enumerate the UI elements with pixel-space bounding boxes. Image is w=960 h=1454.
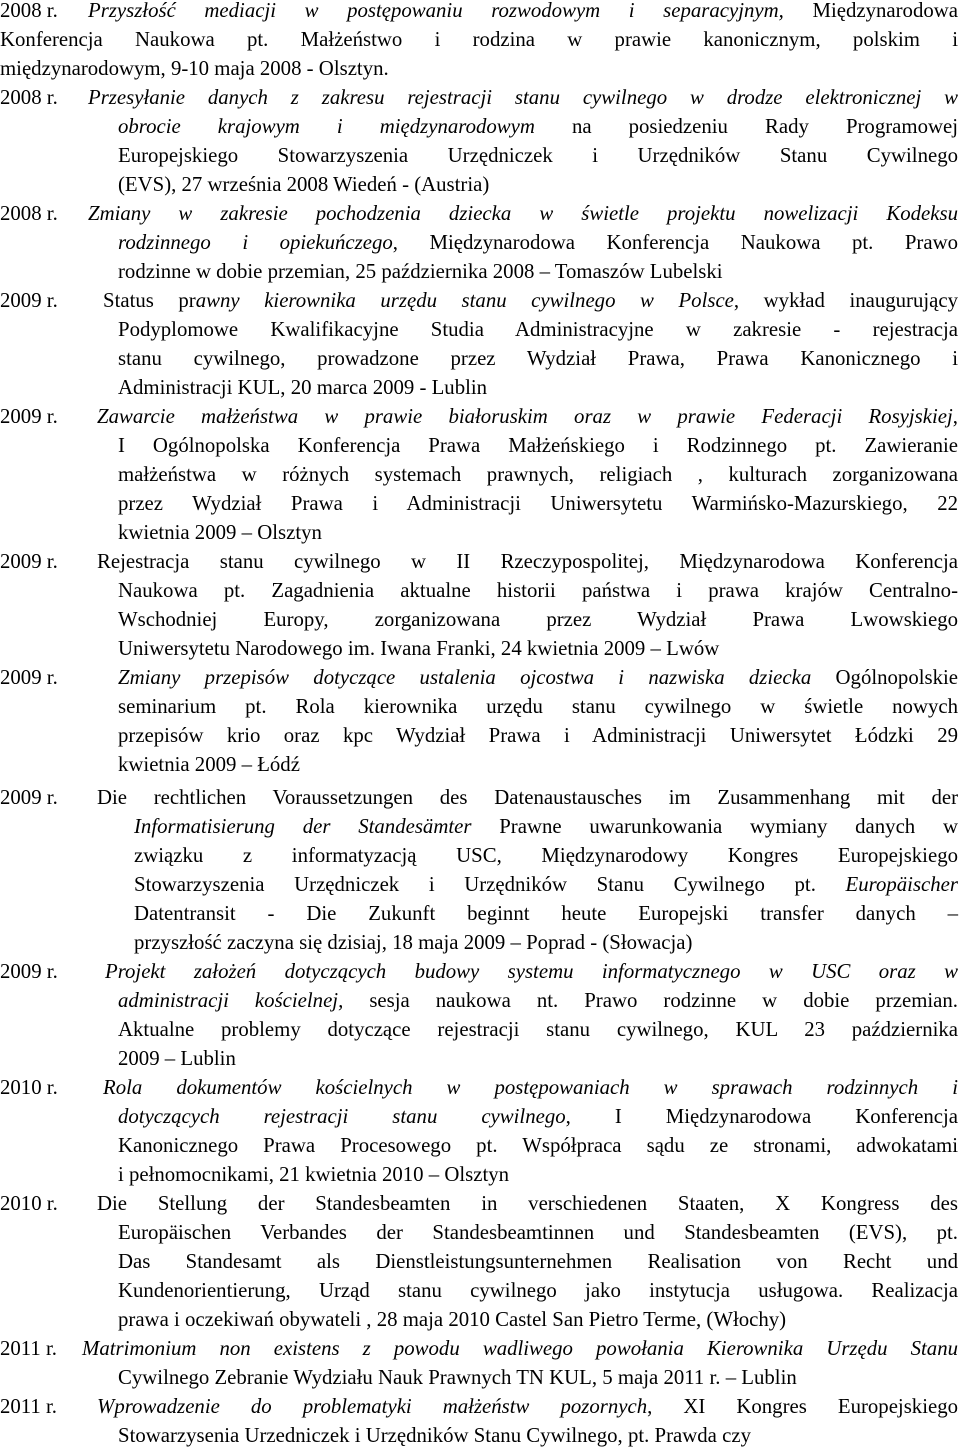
entry-line bbox=[118, 634, 958, 663]
text-segment: Aktualne problemy dotyczące rejestracji stanu cywilnego, KUL 23 października bbox=[118, 1018, 958, 1041]
text-segment: przepisów krio oraz kpc Wydział Prawa i Administracji Uniwersytet Łódzki 29 bbox=[118, 724, 958, 747]
entry-line bbox=[134, 812, 958, 841]
text-segment: związku z informatyzacją USC, Międzynarodowy Kongres Europejskiego bbox=[134, 844, 958, 867]
text-segment: Das Standesamt als Dienstleistungsunternehmen Realisation von Recht und bbox=[118, 1250, 958, 1273]
entry-line bbox=[118, 750, 958, 779]
bibliography-entry bbox=[0, 1189, 958, 1334]
italic-title-segment: administracji kościelnej, bbox=[118, 989, 344, 1012]
entry-line bbox=[134, 899, 958, 928]
bibliography-entry bbox=[0, 199, 958, 286]
entry-line bbox=[118, 344, 958, 373]
entry-line bbox=[97, 1189, 958, 1218]
italic-title-segment: obrocie krajowym i międzynarodowym bbox=[118, 115, 535, 138]
italic-title-segment: Zmiany w zakresie pochodzenia dziecka w świetle projektu nowelizacji Kodeksu bbox=[88, 202, 958, 225]
entry-line bbox=[88, 83, 958, 112]
text-segment: , XI Kongres Europejskiego bbox=[647, 1395, 958, 1418]
entry-text bbox=[0, 663, 958, 779]
text-segment: Europäischen Verbandes der Standesbeamtinnen und Standesbeamten (EVS), pt. bbox=[118, 1221, 958, 1244]
italic-title-segment: Informatisierung der Standesämter bbox=[134, 815, 472, 838]
entry-line bbox=[103, 1073, 958, 1102]
italic-title-segment: Europäischer bbox=[845, 873, 958, 896]
text-segment: przyszłość zaczyna się dzisiaj, 18 maja 2009 – Poprad - (Słowacja) bbox=[134, 931, 693, 954]
text-segment: Ogólnopolskie bbox=[811, 666, 958, 689]
entry-line bbox=[118, 605, 958, 634]
text-segment: kwietnia 2009 – Olsztyn bbox=[118, 521, 322, 544]
text-segment: Die rechtlichen Voraussetzungen des Datenaustausches im Zusammenhang mit der bbox=[97, 786, 958, 809]
text-segment: Kundenorientierung, Urząd stanu cywilnego jako instytucja usługowa. Realizacja bbox=[118, 1279, 958, 1302]
text-segment: seminarium pt. Rola kierownika urzędu stanu cywilnego w świetle nowych bbox=[118, 695, 958, 718]
entry-line bbox=[134, 870, 958, 899]
text-segment: małżeństwa w różnych systemach prawnych, religiach , kulturach zorganizowana bbox=[118, 463, 958, 486]
text-segment: Uniwersytetu Narodowego im. Iwana Franki, 24 kwietnia 2009 – Lwów bbox=[118, 637, 720, 660]
entry-text bbox=[0, 1334, 958, 1392]
entry-text bbox=[0, 83, 958, 199]
entry-text bbox=[0, 286, 958, 402]
entry-line bbox=[118, 228, 958, 257]
bibliography-entry bbox=[0, 957, 958, 1073]
entry-line bbox=[118, 1102, 958, 1131]
entry-line bbox=[118, 1131, 958, 1160]
entry-line bbox=[118, 460, 958, 489]
entry-line bbox=[0, 54, 958, 83]
text-segment: Naukowa pt. Zagadnienia aktualne historii państwa i prawa krajów Centralno- bbox=[118, 579, 958, 602]
bibliography-entry bbox=[0, 783, 958, 957]
text-segment: (EVS), 27 września 2008 Wiedeń - (Austria) bbox=[118, 173, 490, 196]
entry-year: 2011 r. bbox=[0, 1395, 57, 1418]
entry-line bbox=[118, 692, 958, 721]
text-segment: , wykład inaugurujący bbox=[733, 289, 959, 312]
text-segment: , I Międzynarodowa Konferencja bbox=[565, 1105, 958, 1128]
italic-title-segment: dotyczących rejestracji stanu cywilnego bbox=[118, 1105, 566, 1128]
entry-line bbox=[118, 431, 958, 460]
entry-year: 2009 r. bbox=[0, 289, 58, 312]
text-segment: Kanonicznego Prawa Procesowego pt. Współpraca sądu ze stronami, adwokatami bbox=[118, 1134, 958, 1157]
entry-line bbox=[118, 518, 958, 547]
entry-line bbox=[118, 721, 958, 750]
entry-line bbox=[118, 315, 958, 344]
entry-year: 2009 r. bbox=[0, 786, 58, 809]
entry-line bbox=[88, 199, 958, 228]
entry-year: 2010 r. bbox=[0, 1076, 58, 1099]
italic-title-segment: Projekt założeń dotyczących budowy systemu informatycznego w USC oraz w bbox=[105, 960, 958, 983]
entry-line bbox=[134, 841, 958, 870]
entry-line bbox=[118, 170, 958, 199]
text-segment: międzynarodowym, 9-10 maja 2008 - Olsztyn. bbox=[0, 57, 389, 80]
text-segment: Die Stellung der Standesbeamten in verschiedenen Staaten, X Kongress des bbox=[97, 1192, 958, 1215]
bibliography-entry bbox=[0, 547, 958, 663]
bibliography-entry bbox=[0, 402, 958, 547]
text-segment: Cywilnego Zebranie Wydziału Nauk Prawnych TN KUL, 5 maja 2011 r. – Lublin bbox=[118, 1366, 797, 1389]
text-segment: Stowarzysenia Urzedniczek i Urzędników Stanu Cywilnego, pt. Prawda czy bbox=[118, 1424, 751, 1447]
text-segment: stanu cywilnego, prowadzone przez Wydział Prawa, Prawa Kanonicznego i bbox=[118, 347, 958, 370]
italic-title-segment: Matrimonium non existens z powodu wadliwego powołania Kierownika Urzędu Stanu bbox=[82, 1337, 958, 1360]
text-segment: Datentransit - Die Zukunft beginnt heute Europejski transfer danych – bbox=[134, 902, 958, 925]
italic-title-segment: Zmiany przepisów dotyczące ustalenia ojcostwa i nazwiska dziecka bbox=[118, 666, 812, 689]
text-segment: Status pr bbox=[103, 289, 196, 312]
entry-year: 2009 r. bbox=[0, 405, 58, 428]
text-segment: Administracji KUL, 20 marca 2009 - Lublin bbox=[118, 376, 488, 399]
entry-line bbox=[118, 373, 958, 402]
text-segment: Wschodniej Europy, zorganizowana przez Wydział Prawa Lwowskiego bbox=[118, 608, 958, 631]
entry-text bbox=[0, 547, 958, 663]
entry-year: 2011 r. bbox=[0, 1337, 57, 1360]
entry-line bbox=[82, 1334, 958, 1363]
entry-year: 2010 r. bbox=[0, 1192, 58, 1215]
entry-line bbox=[118, 1044, 958, 1073]
text-segment: na posiedzeniu Rady Programowej bbox=[534, 115, 958, 138]
entry-line bbox=[88, 0, 958, 25]
entry-text bbox=[0, 1392, 958, 1450]
entry-line bbox=[118, 112, 958, 141]
bibliography-entry bbox=[0, 83, 958, 199]
italic-title-segment: Przyszłość mediacji w postępowaniu rozwodowym i separacyjnym, bbox=[88, 0, 784, 22]
entry-line bbox=[97, 783, 958, 812]
italic-title-segment: Rola dokumentów kościelnych w postępowaniach w sprawach rodzinnych i bbox=[103, 1076, 958, 1099]
text-segment: 2009 – Lublin bbox=[118, 1047, 236, 1070]
entry-line bbox=[97, 402, 958, 431]
text-segment: sesja naukowa nt. Prawo rodzinne w dobie przemian. bbox=[343, 989, 958, 1012]
text-segment: I Ogólnopolska Konferencja Prawa Małżeńskiego i Rodzinnego pt. Zawieranie bbox=[118, 434, 958, 457]
entry-year: 2009 r. bbox=[0, 960, 58, 983]
italic-title-segment: Przesyłanie danych z zakresu rejestracji stanu cywilnego w drodze elektronicznej w bbox=[88, 86, 958, 109]
italic-title-segment: awny kierownika urzędu stanu cywilnego w Polsce bbox=[195, 289, 734, 312]
entry-text bbox=[0, 0, 958, 83]
entry-line bbox=[118, 257, 958, 286]
italic-title-segment: rodzinnego i opiekuńczego bbox=[118, 231, 393, 254]
entry-line bbox=[97, 1392, 958, 1421]
bibliography-entry bbox=[0, 286, 958, 402]
bibliography-entry bbox=[0, 0, 958, 83]
entry-line bbox=[103, 286, 958, 315]
entry-line bbox=[118, 986, 958, 1015]
entry-text bbox=[0, 199, 958, 286]
text-segment: przez Wydział Prawa i Administracji Uniwersytetu Warmińsko-Mazurskiego, 22 bbox=[118, 492, 958, 515]
entry-line bbox=[118, 1218, 958, 1247]
text-segment: , Międzynarodowa Konferencja Naukowa pt. Prawo bbox=[392, 231, 958, 254]
entry-line bbox=[118, 1160, 958, 1189]
entry-year: 2008 r. bbox=[0, 86, 58, 109]
bibliography-entry bbox=[0, 1073, 958, 1189]
text-segment: Prawne uwarunkowania wymiany danych w bbox=[471, 815, 958, 838]
text-segment: Konferencja Naukowa pt. Małżeństwo i rodzina w prawie kanonicznym, polskim i bbox=[0, 28, 958, 51]
entry-line bbox=[118, 1015, 958, 1044]
italic-title-segment: Wprowadzenie do problematyki małżeństw pozornych bbox=[97, 1395, 648, 1418]
entry-line bbox=[118, 1247, 958, 1276]
text-segment: prawa i oczekiwań obywateli , 28 maja 2010 Castel San Pietro Terme, (Włochy) bbox=[118, 1308, 787, 1331]
bibliography-entry bbox=[0, 663, 958, 779]
entry-line bbox=[134, 928, 958, 957]
text-segment: Rejestracja stanu cywilnego w II Rzeczypospolitej, Międzynarodowa Konferencja bbox=[97, 550, 958, 573]
text-segment: , bbox=[952, 405, 958, 428]
bibliography-entry bbox=[0, 1392, 958, 1450]
italic-title-segment: Zawarcie małżeństwa w prawie białoruskim oraz w prawie Federacji Rosyjskiej bbox=[97, 405, 953, 428]
entry-line bbox=[118, 1363, 958, 1392]
entry-line bbox=[118, 1276, 958, 1305]
entry-year: 2008 r. bbox=[0, 0, 58, 22]
entry-year: 2009 r. bbox=[0, 550, 58, 573]
text-segment: Międzynarodowa bbox=[783, 0, 958, 22]
entry-line bbox=[118, 141, 958, 170]
entry-year: 2008 r. bbox=[0, 202, 58, 225]
text-segment: Stowarzyszenia Urzędniczek i Urzędników Stanu Cywilnego pt. bbox=[134, 873, 846, 896]
text-segment: i pełnomocnikami, 21 kwietnia 2010 – Olsztyn bbox=[118, 1163, 510, 1186]
entry-text bbox=[0, 1189, 958, 1334]
entry-text bbox=[0, 783, 958, 957]
entry-text bbox=[0, 1073, 958, 1189]
text-segment: kwietnia 2009 – Łódź bbox=[118, 753, 300, 776]
text-segment: Europejskiego Stowarzyszenia Urzędniczek i Urzędników Stanu Cywilnego bbox=[118, 144, 958, 167]
entry-line bbox=[97, 547, 958, 576]
entry-text bbox=[0, 402, 958, 547]
entry-year: 2009 r. bbox=[0, 666, 58, 689]
entry-line bbox=[105, 957, 958, 986]
entry-line bbox=[118, 1305, 958, 1334]
entry-line bbox=[118, 663, 958, 692]
text-segment: rodzinne w dobie przemian, 25 października 2008 – Tomaszów Lubelski bbox=[118, 260, 723, 283]
entry-line bbox=[118, 576, 958, 605]
entry-text bbox=[0, 957, 958, 1073]
text-segment: Podyplomowe Kwalifikacyjne Studia Administracyjne w zakresie - rejestracja bbox=[118, 318, 958, 341]
bibliography-entry bbox=[0, 1334, 958, 1392]
entry-line bbox=[118, 1421, 958, 1450]
entry-line bbox=[0, 25, 958, 54]
entry-line bbox=[118, 489, 958, 518]
